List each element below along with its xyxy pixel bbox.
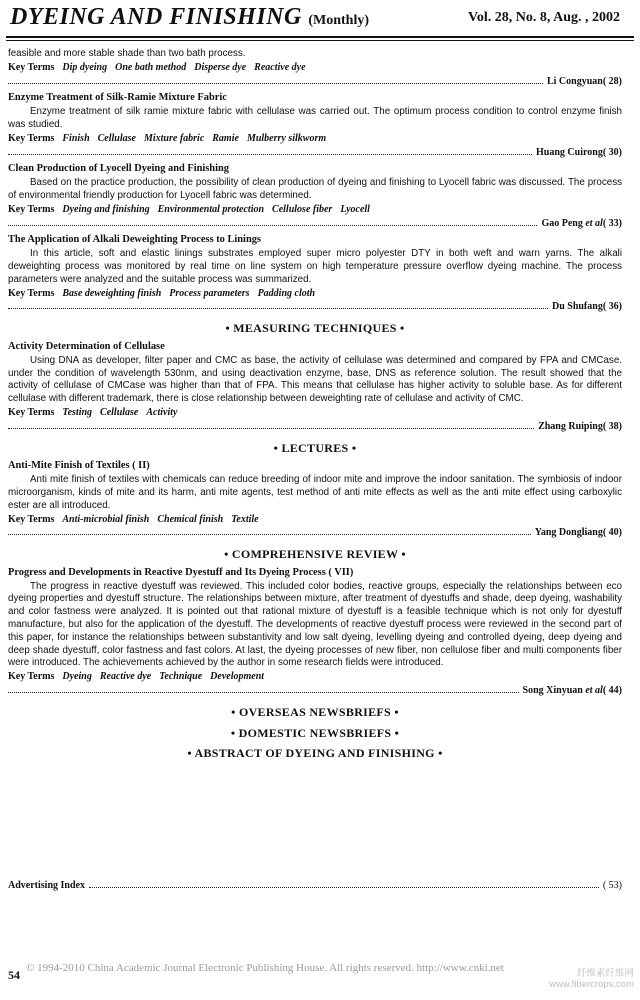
abstract-title: Activity Determination of Cellulase xyxy=(8,340,165,352)
leader-dots xyxy=(8,153,532,155)
abstract-entry-enzyme xyxy=(8,92,622,159)
abstract-title: Anti-Mite Finish of Textiles ( II) xyxy=(8,460,150,472)
abstract-title: Enzyme Treatment of Silk-Ramie Mixture Fabric xyxy=(8,92,227,104)
key-terms-label: Key Terms xyxy=(8,132,55,144)
abstracts-content xyxy=(8,48,622,766)
key-term: Development xyxy=(210,671,265,683)
leader-dots xyxy=(8,224,537,226)
key-term: Environmental protection xyxy=(157,203,265,215)
author-name xyxy=(536,147,622,160)
key-term: Cellulase xyxy=(97,132,136,144)
abstract-body: Based on the practice production, the possibility of clean production of dyeing and finishing to Lyocell fabric was discussed. The process of environmental friendly production for Lyocell fabric was determined. xyxy=(8,177,622,201)
journal-subtitle: (Monthly) xyxy=(308,13,369,28)
author-line xyxy=(8,76,622,89)
author-line xyxy=(8,218,622,231)
author-etal: et al xyxy=(582,217,603,229)
section-abstract: • ABSTRACT OF DYEING AND FINISHING • xyxy=(187,746,443,761)
author-primary: Song Xinyuan xyxy=(522,685,583,697)
entries-measuring xyxy=(8,341,622,434)
key-term: Cellulose fiber xyxy=(272,203,333,215)
abstract-body: Using DNA as developer, filter paper and CMC as base, the activity of cellulase was determined and compared by FPA and CMCase. under the condition of wavelength 530nm, and using deactivation enzyme, base, DNS as reference solution. The result showed that the activity of cellulase of CMCase was higher than that of FPA. This means that cellulase has higher activity to soluble base. As for different cellulase with different trademark, there is close relationship between deweighting rate of cellulase and activity of CMC. xyxy=(8,354,622,405)
key-terms-label: Key Terms xyxy=(8,406,55,418)
section-overseas-newsbriefs: • OVERSEAS NEWSBRIEFS • xyxy=(231,704,399,719)
advertising-index-line xyxy=(8,880,622,891)
page-header xyxy=(6,4,634,34)
key-terms xyxy=(8,407,622,420)
key-term: Ramie xyxy=(212,132,239,144)
author-name xyxy=(541,218,622,231)
issue-info: Vol. 28, No. 8, Aug. , 2002 xyxy=(468,10,620,25)
page-ref: ( 30) xyxy=(602,146,622,158)
abstract-title: Clean Production of Lyocell Dyeing and Finishing xyxy=(8,163,229,175)
key-term: Padding cloth xyxy=(257,287,316,299)
section-lectures: • LECTURES • xyxy=(273,440,357,455)
author-name xyxy=(535,527,622,540)
abstract-entry-reactive xyxy=(8,567,622,698)
key-terms-label: Key Terms xyxy=(8,61,55,73)
copyright-notice: © 1994-2010 China Academic Journal Electronic Publishing House. All rights reserved. http://www.cnki.net xyxy=(26,962,504,974)
page-ref: ( 38) xyxy=(602,420,622,432)
abstract-entry-alkali xyxy=(8,234,622,314)
entries-review xyxy=(8,567,622,698)
key-term: Testing xyxy=(62,406,93,418)
key-terms xyxy=(8,133,622,146)
abstract-body: Anti mite finish of textiles with chemicals can reduce breeding of indoor mite and improve the indoor sanitation. The symbiosis of indoor microorganism, kinds of mite and its harm, anti mite agents, test method of anti mite effects as well as the anti mite effect using carboxylic ester are all introduced. xyxy=(8,474,622,511)
page-number: 54 xyxy=(8,968,20,982)
key-term: Anti-microbial finish xyxy=(62,513,150,525)
abstract-entry-dip-dyeing xyxy=(8,48,622,88)
watermark-cn: 纤维素纤维网 xyxy=(576,968,634,979)
author-primary: Yang Dongliang xyxy=(534,527,603,539)
entries-top xyxy=(8,48,622,314)
key-term: Cellulase xyxy=(100,406,139,418)
leader-dots xyxy=(89,886,599,888)
author-line xyxy=(8,527,622,540)
site-watermark xyxy=(549,968,634,990)
abstract-title: The Application of Alkali Deweighting Process to Linings xyxy=(8,234,261,246)
leader-dots xyxy=(8,691,519,693)
key-term: Mixture fabric xyxy=(143,132,205,144)
advertising-page-ref: ( 53) xyxy=(602,880,622,891)
leader-dots xyxy=(8,533,531,535)
page-ref: ( 36) xyxy=(602,301,622,313)
key-term: Lyocell xyxy=(340,203,370,215)
key-terms xyxy=(8,62,622,75)
section-comprehensive-review: • COMPREHENSIVE REVIEW • xyxy=(224,547,406,562)
key-terms xyxy=(8,671,622,684)
leader-dots xyxy=(8,82,543,84)
key-term: One bath method xyxy=(115,61,187,73)
leader-dots xyxy=(8,427,534,429)
key-terms-label: Key Terms xyxy=(8,287,55,299)
key-terms xyxy=(8,514,622,527)
abstract-entry-cellulase xyxy=(8,341,622,434)
author-etal: et al xyxy=(582,685,603,697)
key-term: Reactive dye xyxy=(99,671,152,683)
leader-dots xyxy=(8,307,548,309)
page-ref: ( 28) xyxy=(602,75,622,87)
author-line xyxy=(8,685,622,698)
key-term: Process parameters xyxy=(169,287,250,299)
abstract-title: Progress and Developments in Reactive Dyestuff and Its Dyeing Process ( VII) xyxy=(8,566,354,578)
section-domestic-newsbriefs: • DOMESTIC NEWSBRIEFS • xyxy=(230,725,400,740)
key-term: Dyeing xyxy=(62,671,92,683)
page-ref: ( 44) xyxy=(602,685,622,697)
key-term: Activity xyxy=(146,406,178,418)
page-ref: ( 40) xyxy=(602,527,622,539)
key-term: Mulberry silkworm xyxy=(246,132,327,144)
author-name xyxy=(552,301,622,314)
key-terms-label: Key Terms xyxy=(8,671,55,683)
key-term: Textile xyxy=(231,513,259,525)
key-term: Finish xyxy=(62,132,90,144)
header-rule xyxy=(6,36,634,38)
author-primary: Huang Cuirong xyxy=(536,146,603,158)
abstract-body: feasible and more stable shade than two bath process. xyxy=(8,48,246,59)
advertising-index-label: Advertising Index xyxy=(8,880,85,891)
journal-title: DYEING AND FINISHING (Monthly) xyxy=(10,4,369,30)
abstract-entry-lyocell xyxy=(8,163,622,230)
key-term: Dip dyeing xyxy=(62,61,108,73)
key-terms-label: Key Terms xyxy=(8,513,55,525)
watermark-url: www.fibercrops.com xyxy=(549,979,634,990)
key-term: Chemical finish xyxy=(157,513,224,525)
author-name xyxy=(523,685,622,698)
author-primary: Gao Peng xyxy=(541,217,583,229)
entries-lectures xyxy=(8,460,622,540)
key-term: Dyeing and finishing xyxy=(62,203,150,215)
author-name xyxy=(538,421,622,434)
abstract-body: In this article, soft and elastic linings substrates employed super micro polyester DTY in both weft and warn yarns. The alkali deweighting process was monitored by real time on line system on high temperature pressure overflow dyeing machine. The process parameters were analyzed and the suitable process was summarized. xyxy=(8,248,622,285)
key-term: Disperse dye xyxy=(194,61,247,73)
key-terms xyxy=(8,288,622,301)
page-ref: ( 33) xyxy=(602,217,622,229)
abstract-body: Enzyme treatment of silk ramie mixture fabric with cellulase was carried out. The optimum process condition to control enzyme finish was studied. xyxy=(8,106,622,130)
key-terms xyxy=(8,204,622,217)
author-primary: Li Congyuan xyxy=(546,75,603,87)
key-term: Technique xyxy=(159,671,203,683)
abstract-body: The progress in reactive dyestuff was reviewed. This included color bodies, reactive groups, especially the relationships between eco dyeing properties and dyestuff structure. The relationships between mixture, after treatment of dyestuffs and shade, deep dyeing, washability and color fastness were analyzed. It is pointed out that rational mixture of dyestuff is a feasible technique which is not only for dyestuff manufacture, but also for the application of the dyestuff. The developments of reactive dyestuff process were reviewed in the second part of this paper, for instance the relationships between substantivity and low salt dyeing, levelling dyeing and controlled dyeing, deep dyeing and deep shade dyestuff, color fastness and fast colors. At last, the dyeing processes of new fiber, non cellulose fiber and multi components fiber were introduced. The achievements achieved by the author in some research fields were introduced. xyxy=(8,580,622,669)
key-terms-label: Key Terms xyxy=(8,203,55,215)
section-measuring-techniques: • MEASURING TECHNIQUES • xyxy=(225,321,405,336)
author-primary: Zhang Ruiping xyxy=(538,420,603,432)
author-line xyxy=(8,421,622,434)
abstract-entry-anti-mite xyxy=(8,460,622,540)
author-line xyxy=(8,301,622,314)
author-primary: Du Shufang xyxy=(551,301,603,313)
key-term: Base deweighting finish xyxy=(62,287,162,299)
author-line xyxy=(8,147,622,160)
author-name xyxy=(547,76,622,89)
key-term: Reactive dye xyxy=(254,61,306,73)
header-rule-thin xyxy=(6,40,634,41)
